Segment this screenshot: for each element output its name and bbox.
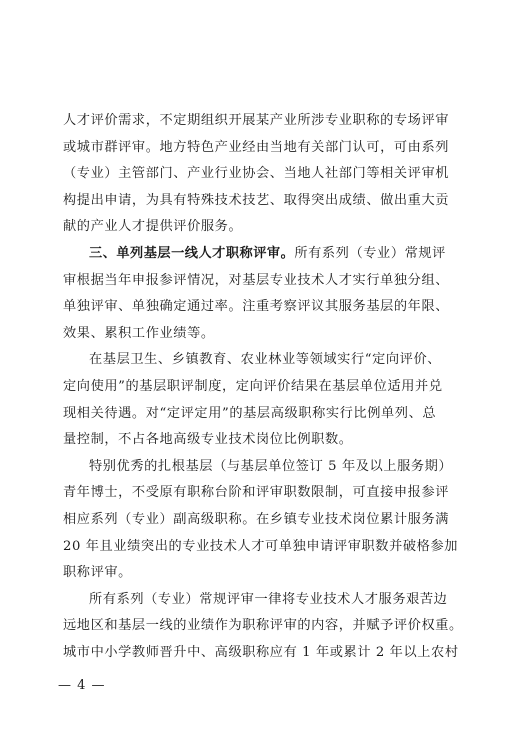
text-line: 单独评审、单独确定通过率。注重考察评议其服务基层的年限、 [63,299,450,315]
text-line: 量控制，不占各地高级专业技术岗位比例职数。 [63,432,353,448]
section-heading: 三、单列基层一线人才职称评审。 [89,246,295,261]
text-line: 职称评审。 [63,565,132,581]
text-line: 献的产业人才提供评价服务。 [63,219,243,235]
text-line: 现相关待遇。对“定评定用”的基层高级职称实行比例单列、总 [63,405,437,421]
text-line: 城市中小学教师晋升中、高级职称应有 1 年或累计 2 年以上农村 [63,645,459,660]
text-line: 青年博士，不受原有职称台阶和评审职数限制，可直接申报参评 [63,485,450,501]
section-heading-line [89,241,463,267]
text-line: 20 年且业绩突出的专业技术人才可单独申请评审职数并破格参加 [63,538,459,554]
text-line: 特别优秀的扎根基层（与基层单位签订 5 年及以上服务期） [89,458,453,474]
text-line: 构提出申请，为具有特殊技术技艺、取得突出成绩、做出重大贡 [63,192,450,208]
text-line: 所有系列（专业）常规评审一律将专业技术人才服务艰苦边 [89,591,448,607]
text-line: 效果、累积工作业绩等。 [63,325,215,341]
text-line: 在基层卫生、乡镇教育、农业林业等领域实行“定向评价、 [89,352,442,368]
text-line: 远地区和基层一线的业绩作为职称评审的内容，并赋予评价权重。 [63,618,463,634]
section-heading-rest: 所有系列（专业）常规评 [294,246,446,261]
text-line: 相应系列（专业）副高级职称。在乡镇专业技术岗位累计服务满 [63,512,450,527]
text-line: 或城市群评审。地方特色产业经由当地有关部门认可，可由系列 [63,139,450,155]
text-line: （专业）主管部门、产业行业协会、当地人社部门等相关评审机 [63,166,450,182]
page-number: — 4 — [58,678,106,693]
text-line: 定向使用”的基层职评制度，定向评价结果在基层单位适用并兑 [63,379,443,394]
text-line: 审根据当年申报参评情况，对基层专业技术人才实行单独分组、 [63,272,450,288]
text-line: 人才评价需求，不定期组织开展某产业所涉专业职称的专场评审 [63,113,450,128]
